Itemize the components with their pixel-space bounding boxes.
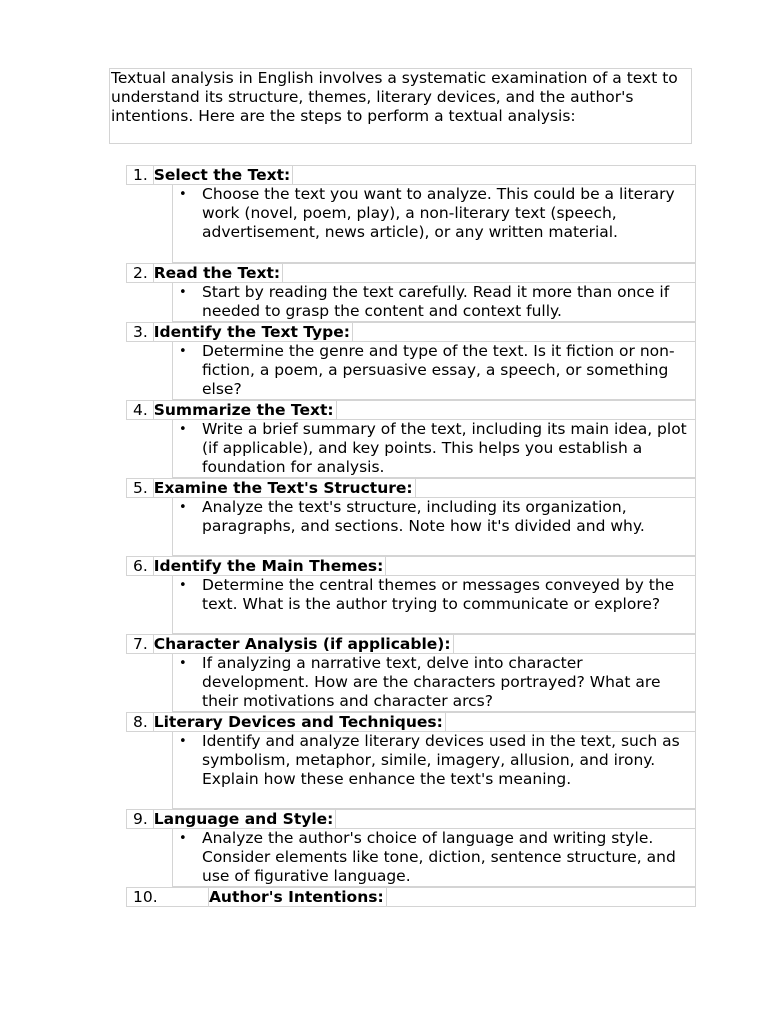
step-description [172, 732, 696, 809]
step-number: 4. [133, 401, 148, 419]
step-heading [126, 712, 696, 732]
step-heading [126, 887, 696, 907]
list-item [126, 556, 696, 634]
step-text: Analyze the author's choice of language and writing style. Consider elements like tone, diction, sentence structure, and use of figurative language. [202, 829, 676, 885]
step-text: Identify and analyze literary devices used in the text, such as symbolism, metaphor, simile, imagery, allusion, and irony. Explain how these enhance the text's meaning. [202, 732, 680, 788]
step-number: 10. [133, 888, 158, 906]
step-heading [126, 556, 696, 576]
list-item [126, 322, 696, 400]
step-number: 7. [133, 635, 148, 653]
bullet-icon: • [179, 578, 187, 593]
bullet-icon: • [179, 734, 187, 749]
list-item [126, 809, 696, 887]
step-heading [126, 400, 696, 420]
step-heading [126, 478, 696, 498]
step-text: If analyzing a narrative text, delve into character development. How are the characters portrayed? What are their motivations and character arcs? [202, 654, 661, 710]
step-number: 5. [133, 479, 148, 497]
bullet-icon: • [179, 344, 187, 359]
step-title: Author's Intentions: [208, 888, 387, 907]
step-title: Summarize the Text: [153, 401, 337, 420]
step-number: 2. [133, 264, 148, 282]
step-text: Choose the text you want to analyze. This could be a literary work (novel, poem, play), a non-literary text (speech, advertisement, news article), or any written material. [202, 185, 675, 241]
step-number: 1. [133, 166, 148, 184]
step-text: Determine the genre and type of the text. Is it fiction or non-fiction, a poem, a persuasive essay, a speech, or something else? [202, 342, 675, 398]
list-item [126, 634, 696, 712]
step-title: Select the Text: [153, 166, 293, 185]
list-item [126, 712, 696, 809]
step-heading [126, 165, 696, 185]
step-title: Examine the Text's Structure: [153, 479, 416, 498]
step-title: Identify the Main Themes: [153, 557, 387, 576]
step-number: 9. [133, 810, 148, 828]
step-number: 8. [133, 713, 148, 731]
step-description [172, 498, 696, 556]
step-number: 3. [133, 323, 148, 341]
intro-paragraph: Textual analysis in English involves a systematic examination of a text to understand its structure, themes, literary devices, and the author's intentions. Here are the steps to perform a textual analysis: [109, 68, 692, 144]
list-item [126, 887, 696, 907]
step-heading [126, 809, 696, 829]
bullet-icon: • [179, 656, 187, 671]
list-item [126, 165, 696, 263]
step-number: 6. [133, 557, 148, 575]
steps-list [126, 165, 696, 907]
bullet-icon: • [179, 285, 187, 300]
list-item [126, 263, 696, 322]
step-description [172, 185, 696, 263]
step-description [172, 576, 696, 634]
step-text: Write a brief summary of the text, including its main idea, plot (if applicable), and key points. This helps you establish a foundation for analysis. [202, 420, 687, 476]
step-heading [126, 263, 696, 283]
step-description [172, 654, 696, 712]
step-title: Literary Devices and Techniques: [153, 713, 446, 732]
step-title: Language and Style: [153, 810, 337, 829]
bullet-icon: • [179, 422, 187, 437]
step-description [172, 283, 696, 322]
list-item [126, 400, 696, 478]
bullet-icon: • [179, 187, 187, 202]
step-description [172, 420, 696, 478]
step-heading [126, 634, 696, 654]
step-heading [126, 322, 696, 342]
step-title: Read the Text: [153, 264, 283, 283]
step-text: Start by reading the text carefully. Read it more than once if needed to grasp the content and context fully. [202, 283, 670, 320]
step-description [172, 342, 696, 400]
step-description [172, 829, 696, 887]
step-title: Identify the Text Type: [153, 323, 353, 342]
step-text: Determine the central themes or messages conveyed by the text. What is the author trying to communicate or explore? [202, 576, 675, 613]
step-text: Analyze the text's structure, including its organization, paragraphs, and sections. Note how it's divided and why. [202, 498, 645, 535]
list-item [126, 478, 696, 556]
step-title: Character Analysis (if applicable): [153, 635, 454, 654]
bullet-icon: • [179, 500, 187, 515]
bullet-icon: • [179, 831, 187, 846]
